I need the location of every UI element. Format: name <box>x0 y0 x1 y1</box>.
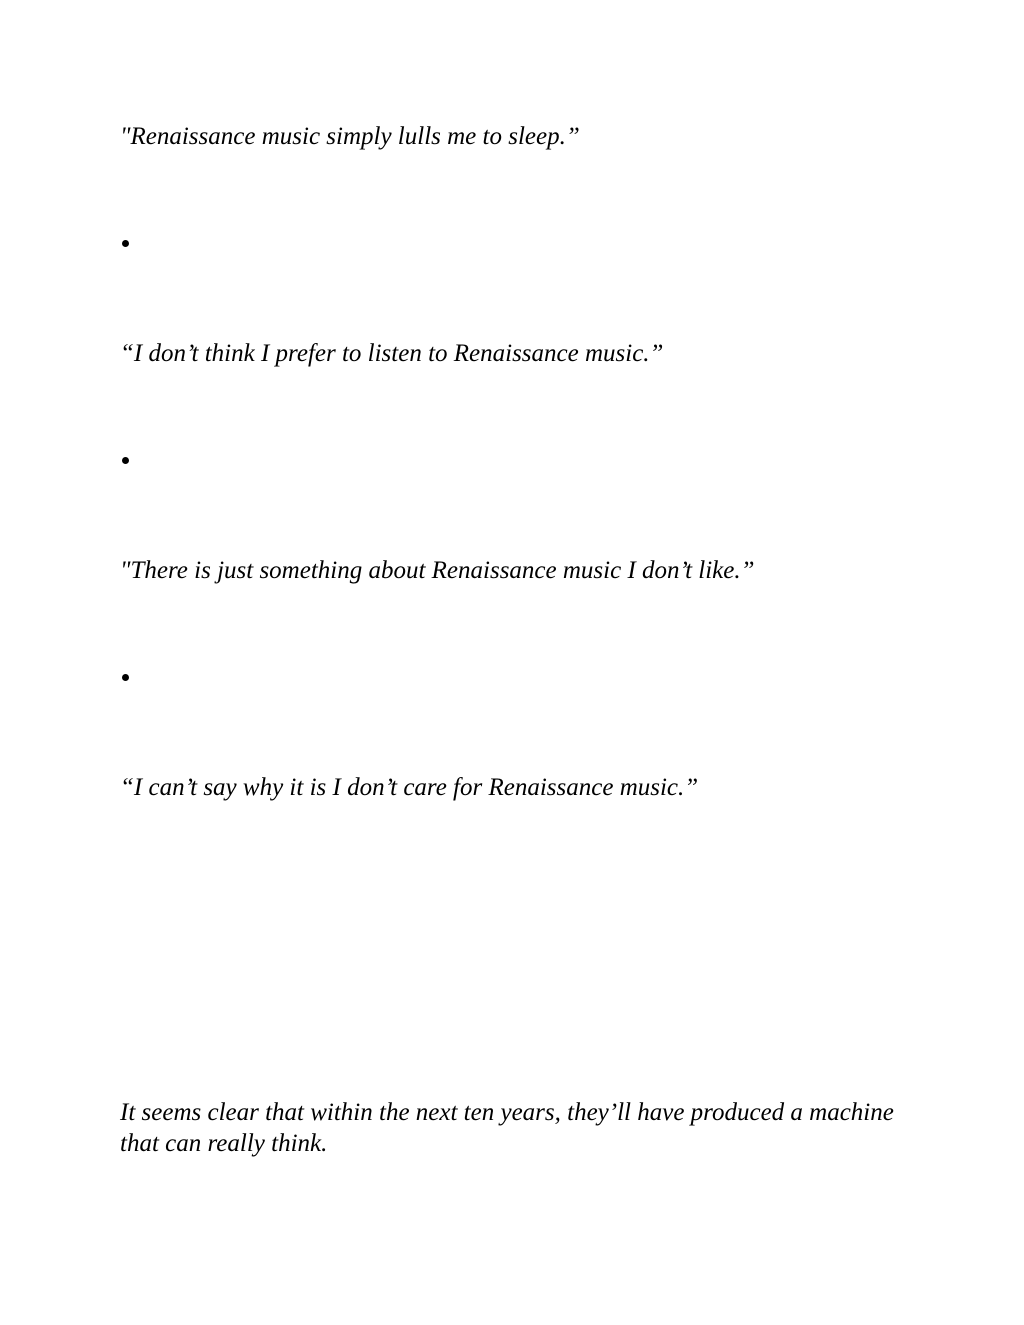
quote-2: “I don’t think I prefer to listen to Renaissance music.” <box>120 340 664 367</box>
bullet-1 <box>122 240 129 247</box>
bullet-2 <box>122 457 129 464</box>
bullet-3 <box>122 674 129 681</box>
closing-statement: It seems clear that within the next ten years, they’ll have produced a machine that can really think. <box>120 1099 894 1157</box>
quote-3: "There is just something about Renaissance music I don’t like.” <box>120 557 755 584</box>
quote-1: "Renaissance music simply lulls me to sleep.” <box>120 123 580 150</box>
quote-4: “I can’t say why it is I don’t care for Renaissance music.” <box>120 774 699 801</box>
